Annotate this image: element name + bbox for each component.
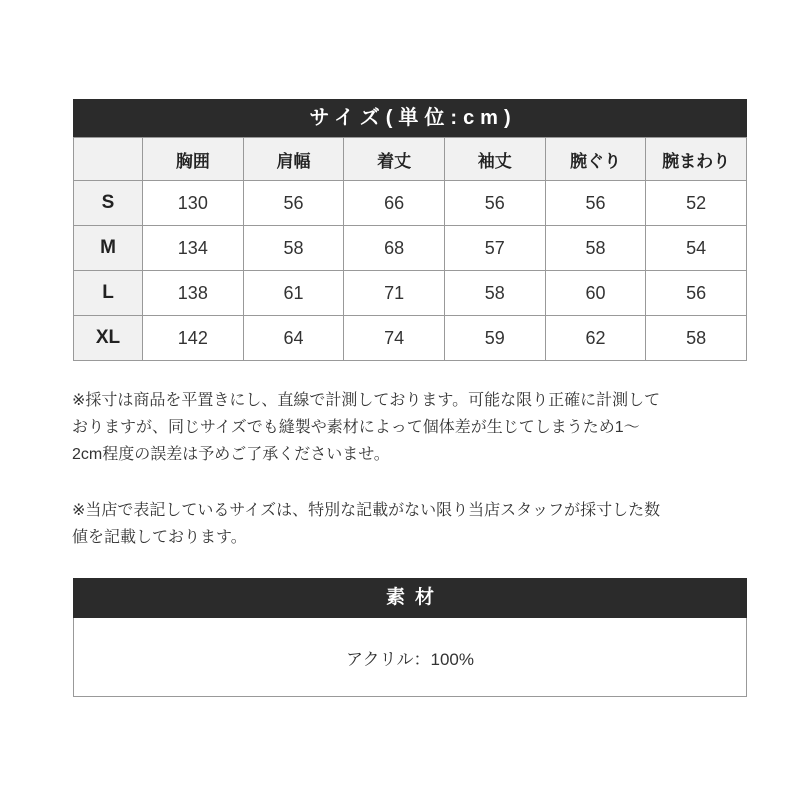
cell-value: 130 (143, 181, 244, 226)
cell-value: 60 (545, 271, 646, 316)
material-title: 素材 (385, 587, 444, 608)
cell-value: 68 (344, 226, 445, 271)
note-line: 2cm程度の誤差は予めご了承くださいませ。 (72, 446, 390, 463)
row-label: M (74, 226, 143, 271)
size-table-title: サイズ(単位:cm) (309, 107, 517, 129)
cell-value: 61 (243, 271, 344, 316)
size-table-section (73, 99, 747, 361)
cell-value: 56 (243, 181, 344, 226)
row-label: L (74, 271, 143, 316)
cell-value: 59 (444, 316, 545, 361)
material-value-box (73, 618, 747, 697)
note-line: おりますが、同じサイズでも縫製や素材によって個体差が生じてしまうため1〜 (72, 419, 640, 436)
table-row-size-xl (74, 316, 747, 361)
cell-value: 58 (444, 271, 545, 316)
table-row-size-l (74, 271, 747, 316)
material-section (73, 578, 747, 697)
cell-value: 56 (444, 181, 545, 226)
row-label: XL (74, 316, 143, 361)
cell-value: 58 (243, 226, 344, 271)
cell-value: 56 (545, 181, 646, 226)
column-header-shoulder: 肩幅 (243, 138, 344, 181)
size-table-title-bar (73, 99, 747, 137)
cell-value: 58 (646, 316, 747, 361)
cell-value: 134 (143, 226, 244, 271)
cell-value: 142 (143, 316, 244, 361)
cell-value: 57 (444, 226, 545, 271)
size-table (73, 137, 747, 361)
column-header-arm-circumference: 腕まわり (646, 138, 747, 181)
table-row-size-s (74, 181, 747, 226)
column-header-length: 着丈 (344, 138, 445, 181)
column-header-sleeve: 袖丈 (444, 138, 545, 181)
row-label: S (74, 181, 143, 226)
cell-value: 58 (545, 226, 646, 271)
measurement-disclaimer-note (72, 387, 752, 468)
cell-value: 62 (545, 316, 646, 361)
note-line: ※採寸は商品を平置きにし、直線で計測しております。可能な限り正確に計測して (72, 392, 661, 409)
cell-value: 66 (344, 181, 445, 226)
cell-value: 54 (646, 226, 747, 271)
cell-value: 52 (646, 181, 747, 226)
column-header-chest: 胸囲 (143, 138, 244, 181)
size-policy-note (72, 497, 752, 551)
cell-value: 56 (646, 271, 747, 316)
cell-value: 71 (344, 271, 445, 316)
cell-value: 138 (143, 271, 244, 316)
cell-value: 74 (344, 316, 445, 361)
material-value: アクリル：100% (346, 649, 474, 669)
size-table-header-row (74, 138, 747, 181)
table-row-size-m (74, 226, 747, 271)
note-line: 値を記載しております。 (72, 529, 247, 546)
size-table-corner-cell (74, 138, 143, 181)
note-line: ※当店で表記しているサイズは、特別な記載がない限り当店スタッフが採寸した数 (72, 502, 661, 519)
material-title-bar (73, 578, 747, 618)
cell-value: 64 (243, 316, 344, 361)
column-header-armhole: 腕ぐり (545, 138, 646, 181)
